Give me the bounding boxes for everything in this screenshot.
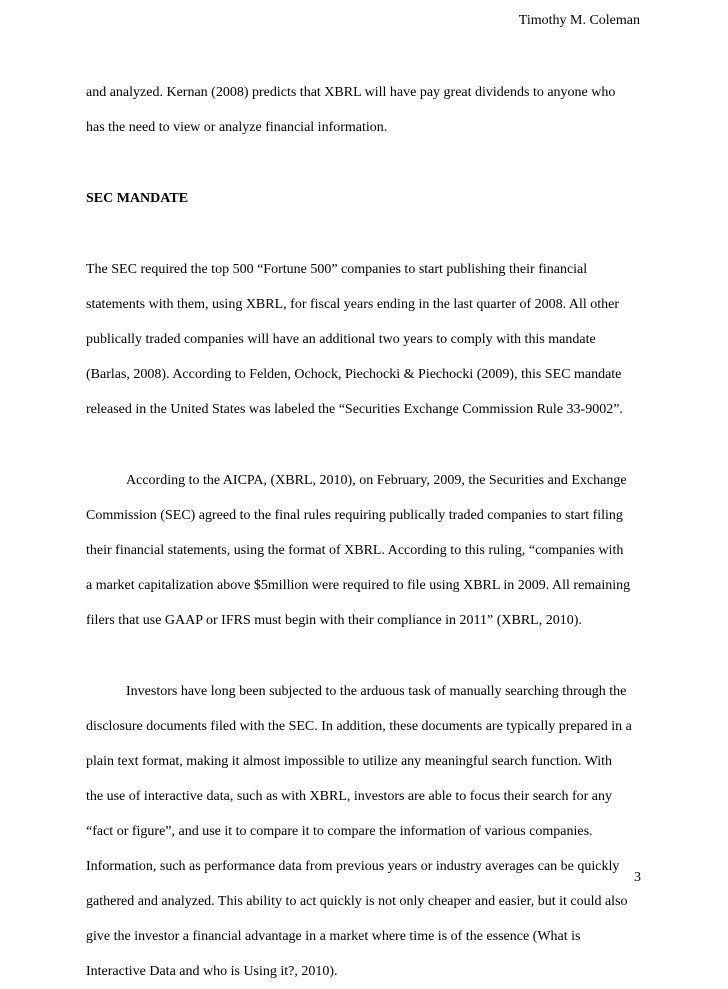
document-body: [86, 75, 646, 989]
running-header-author: Timothy M. Coleman: [518, 13, 640, 28]
paragraph-1-line: statements with them, using XBRL, for fiscal years ending in the last quarter of 2008. All other: [86, 297, 620, 312]
intro-line: has the need to view or analyze financial information.: [86, 120, 388, 135]
paragraph-2-line: a market capitalization above $5million were required to file using XBRL in 2009. All remaining: [86, 578, 631, 593]
paragraph-gap: [86, 427, 646, 463]
paragraph-3-line: Investors have long been subjected to the arduous task of manually searching through the: [126, 684, 627, 699]
paragraph-1-line: publically traded companies will have an additional two years to comply with this mandate: [86, 332, 596, 347]
intro-line: and analyzed. Kernan (2008) predicts that XBRL will have pay great dividends to anyone who: [86, 85, 616, 100]
paragraph-gap: [86, 145, 646, 181]
paragraph-3-line: Interactive Data and who is Using it?, 2010).: [86, 964, 338, 979]
paragraph-3-line: disclosure documents filed with the SEC. In addition, these documents are typically prepared in a: [86, 719, 632, 734]
page-number: 3: [634, 870, 641, 885]
paragraph-2-line: their financial statements, using the format of XBRL. According to this ruling, “companies with: [86, 543, 624, 558]
paragraph-2-line: According to the AICPA, (XBRL, 2010), on February, 2009, the Securities and Exchange: [126, 473, 627, 488]
section-heading: SEC MANDATE: [86, 191, 189, 206]
paragraph-gap: [86, 638, 646, 674]
paragraph-3-line: plain text format, making it almost impossible to utilize any meaningful search function. With: [86, 754, 613, 769]
paragraph-1-line: (Barlas, 2008). According to Felden, Ochock, Piechocki & Piechocki (2009), this SEC mandate: [86, 367, 622, 382]
paragraph-1-line: released in the United States was labeled the “Securities Exchange Commission Rule 33-9002”.: [86, 402, 623, 417]
paragraph-3-line: the use of interactive data, such as with XBRL, investors are able to focus their search for any: [86, 789, 612, 804]
paragraph-gap: [86, 216, 646, 252]
paragraph-2-line: Commission (SEC) agreed to the final rules requiring publically traded companies to start filing: [86, 508, 623, 523]
paragraph-3-line: “fact or figure”, and use it to compare it to compare the information of various companies.: [86, 824, 593, 839]
paragraph-1-line: The SEC required the top 500 “Fortune 500” companies to start publishing their financial: [86, 262, 588, 277]
paragraph-2-line: filers that use GAAP or IFRS must begin with their compliance in 2011” (XBRL, 2010).: [86, 613, 582, 628]
paragraph-3-line: gathered and analyzed. This ability to act quickly is not only cheaper and easier, but it could also: [86, 894, 628, 909]
paragraph-3-line: give the investor a financial advantage in a market where time is of the essence (What is: [86, 929, 581, 944]
paragraph-3-line: Information, such as performance data from previous years or industry averages can be quickly: [86, 859, 620, 874]
